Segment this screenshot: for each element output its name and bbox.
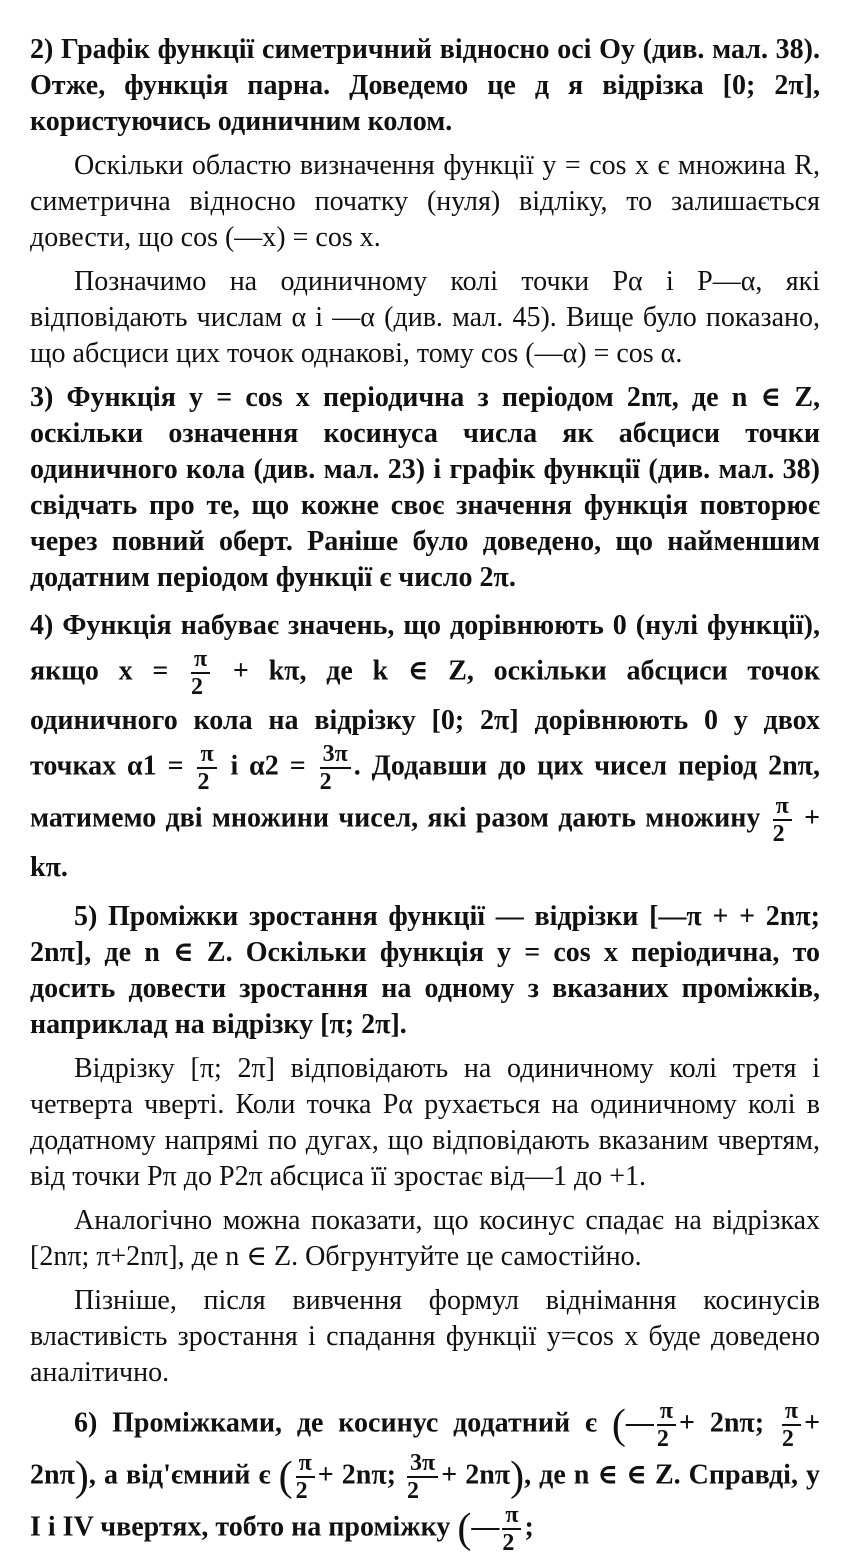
fraction-3pi-over-2: $\frac{3\pi}{2}$ bbox=[320, 742, 351, 794]
fraction-pi-over-2: $\frac{\pi}{2}$ bbox=[657, 1399, 676, 1451]
paragraph-6: 5) Проміжки зростання функції — відрізки [—π + + 2nπ; 2nπ], де n ∈ Z. Оскільки функція y = cos x періодична, то досить довести зростання на одному з вказаних проміжків, наприклад на відрізку [π; 2π]. bbox=[30, 901, 820, 1040]
paragraph-2: Оскільки областю визначення функції y = cos x є множина R, симетрична відносно початку (нуля) відліку, то залишається довести, що cos (—x) = cos x. bbox=[30, 150, 820, 253]
page bbox=[30, 32, 820, 1565]
fraction-pi-over-2: $\frac{\pi}{2}$ bbox=[197, 742, 216, 794]
fraction-pi-over-2: $\frac{\pi}{2}$ bbox=[296, 1451, 315, 1503]
fraction-pi-over-2: $\frac{\pi}{2}$ bbox=[782, 1399, 801, 1451]
paragraph-8: Аналогічно можна показати, що косинус спадає на відрізках [2nπ; π+2nπ], де n ∈ Z. Обгрунтуйте це самостійно. bbox=[30, 1205, 820, 1272]
paragraph-1: 2) Графік функції симетричний відносно осі Oy (див. мал. 38). Отже, функція парна. Доведемо це д я відрізка [0; 2π], користуючись одиничним колом. bbox=[30, 34, 820, 137]
fraction-pi-over-2: $\frac{\pi}{2}$ bbox=[502, 1503, 521, 1555]
paragraph-4: 3) Функція y = cos x періодична з періодом 2nπ, де n ∈ Z, оскільки означення косинуса числа як абсциси точки одиничного кола (див. мал. 23) і графік функції (див. мал. 38) свідчать про те, що кожне своє значення функція повторює через повний оберт. Раніше було доведено, що найменшим додатним періодом функції є число 2π. bbox=[30, 382, 821, 593]
paragraph-3: Позначимо на одиничному колі точки Pα і P—α, які відповідають числам α і —α (див. мал. 45). Вище було показано, що абсциси цих точок однакові, тому cos (—α) = cos α. bbox=[30, 266, 820, 369]
paragraph-7: Відрізку [π; 2π] відповідають на одиничному колі третя і четверта чверті. Коли точка Pα рухається на одиничному колі в додатному напрямі по дугах, що відповідають вказаним чвертям, від точки Pπ до P2π абсциса її зростає від—1 до +1. bbox=[30, 1053, 820, 1192]
paragraph-9: Пізніше, після вивчення формул віднімання косинусів властивість зростання і спадання функції y=cos x буде доведено аналітично. bbox=[30, 1285, 820, 1388]
fraction-3pi-over-2: $\frac{3\pi}{2}$ bbox=[407, 1451, 438, 1503]
fraction-pi-over-2: $\frac{\pi}{2}$ bbox=[773, 794, 792, 846]
paragraph-10: 6) Проміжками, де косинус додатний є (— $\frac{\pi}{2}$ + 2nπ; $\frac{\pi}{2}$ + 2nπ), а від'ємний є ( $\frac{\pi}{2}$ + 2nπ; $\frac{3\pi}{2}$ + 2nπ), де n ∈ ∈ Z. Справді, у I і IV чвертях, тобто на проміжку (— $\frac{\pi}{2}$ ; bbox=[30, 1398, 821, 1556]
paragraph-5: 4) Функція набуває значень, що дорівнюють 0 (нулі функції), якщо x = $\frac{\pi}{2}$ + kπ, де k ∈ Z, оскільки абсциси точок одиничного кола на відрізку [0; 2π] дорівнюють 0 у двох точках α1 = $\frac{\pi}{2}$ і α2 = $\frac{3\pi}{2}$ . Додавши до цих чисел період 2nπ, матимемо дві множини чисел, які разом дають множину $\frac{\pi}{2}$ + kπ. bbox=[30, 610, 821, 883]
fraction-pi-over-2: $\frac{\pi}{2}$ bbox=[191, 647, 210, 699]
